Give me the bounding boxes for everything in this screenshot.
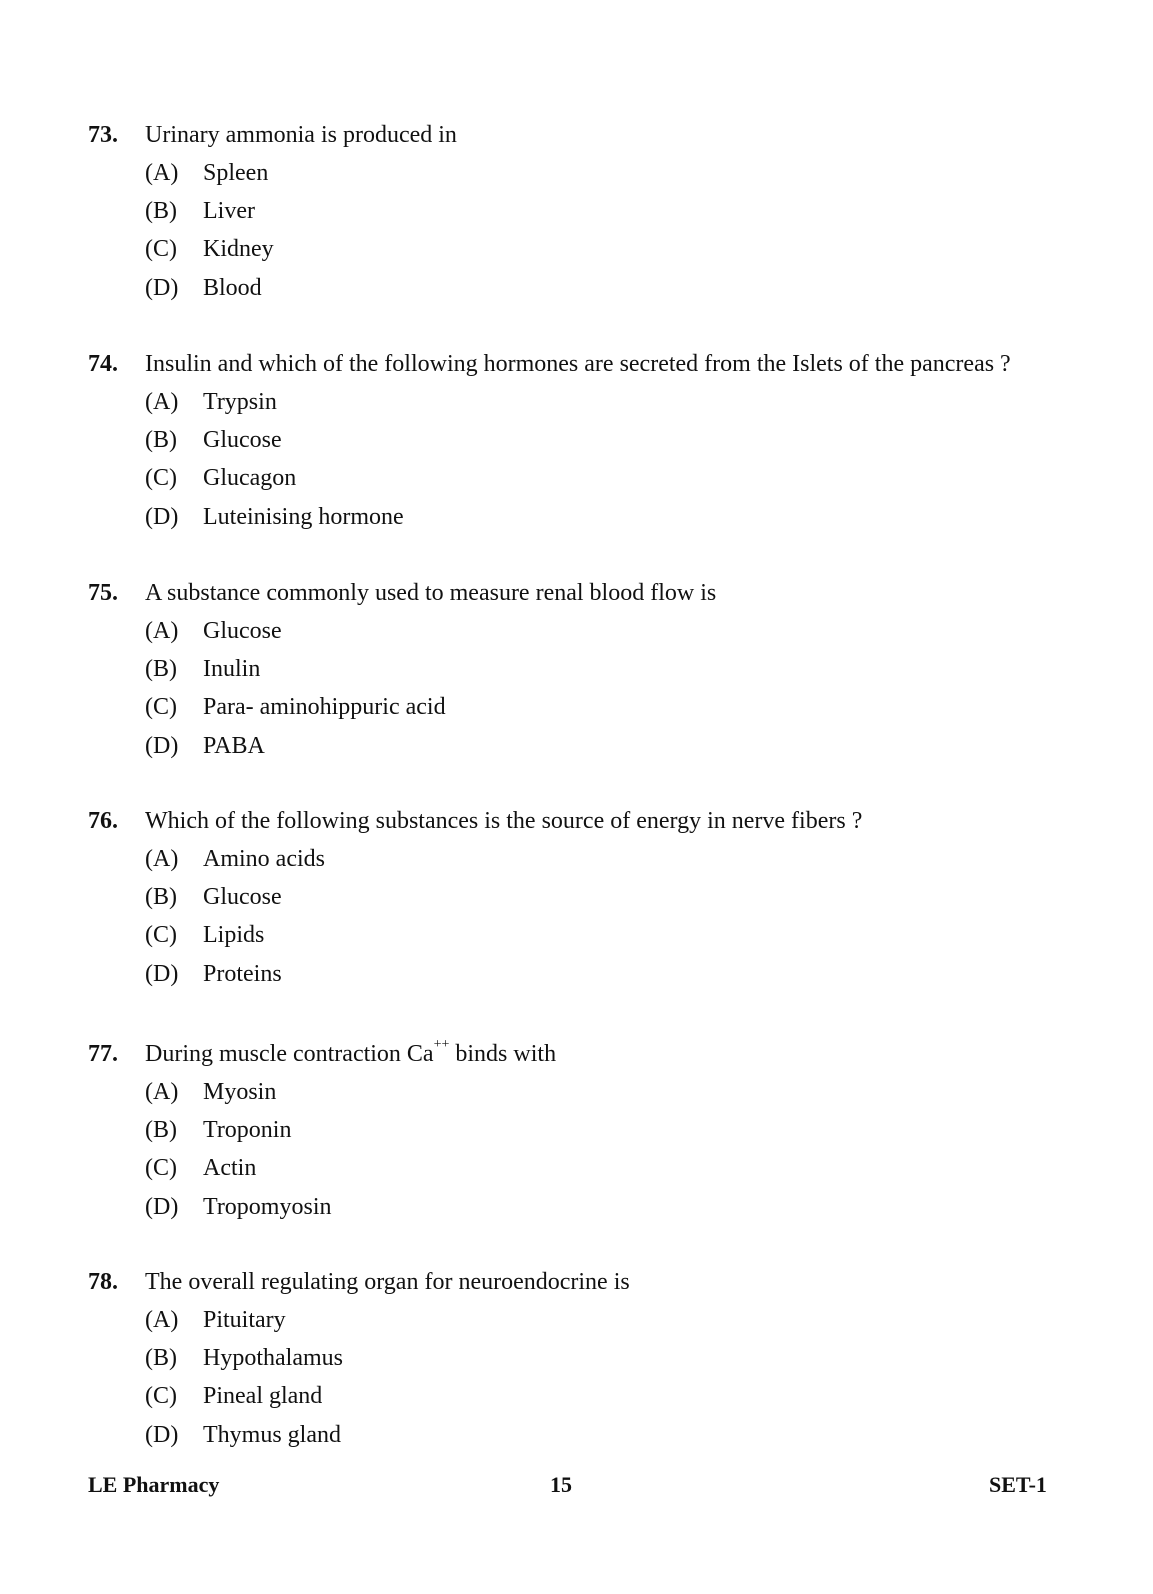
question-text: A substance commonly used to measure renal blood flow is [145,580,717,606]
option-letter: (A) [145,846,179,872]
question-78 [88,1263,1088,1454]
question-stem [88,1035,1088,1073]
option-text: Hypothalamus [203,1345,343,1372]
option-text: Inulin [203,656,261,683]
option-c [88,688,1088,726]
option-letter: (B) [145,198,177,225]
question-text: Which of the following substances is the source of energy in nerve fibers ? [145,808,863,834]
question-text: Urinary ammonia is produced in [145,122,457,148]
option-text: Actin [203,1155,257,1182]
option-letter: (D) [145,1193,179,1220]
question-stem [88,116,1088,154]
option-letter: (C) [145,694,177,721]
option-letter: (C) [145,1155,177,1182]
option-letter: (C) [145,922,177,949]
question-76 [88,802,1088,993]
question-stem [88,802,1088,840]
option-b [88,1111,1088,1149]
option-letter: (D) [145,960,179,987]
footer-exam-name: LE Pharmacy [88,1472,220,1497]
option-text: Para- aminohippuric acid [203,694,446,721]
question-text: The overall regulating organ for neuroendocrine is [145,1269,630,1295]
option-c [88,1377,1088,1415]
question-text-before: During muscle contraction Ca [145,1041,434,1067]
question-number: 77. [88,1041,118,1067]
footer-page-number: 15 [550,1472,572,1497]
option-letter: (C) [145,465,177,492]
option-letter: (A) [145,160,179,186]
option-letter: (C) [145,236,177,263]
option-d [88,727,1088,765]
option-d [88,1416,1088,1454]
option-text: Tropomyosin [203,1193,332,1220]
option-a [88,1073,1088,1111]
option-b [88,1339,1088,1377]
question-number: 73. [88,122,118,148]
option-letter: (A) [145,1307,179,1333]
footer-set-label: SET-1 [989,1472,1047,1497]
question-75 [88,574,1088,765]
question-stem [88,1263,1088,1301]
option-text: PABA [203,732,265,759]
option-c [88,1149,1088,1187]
option-text: Pineal gland [203,1383,323,1410]
option-text: Spleen [203,160,269,186]
option-text: Kidney [203,236,274,263]
option-text: Lipids [203,922,265,949]
option-letter: (D) [145,1421,179,1448]
question-text [145,1035,556,1073]
option-text: Glucagon [203,465,297,492]
option-text: Proteins [203,960,282,987]
option-letter: (B) [145,427,177,454]
option-letter: (D) [145,274,179,301]
question-stem [88,574,1088,612]
option-b [88,878,1088,916]
option-letter: (A) [145,1079,179,1105]
option-a [88,612,1088,650]
calcium-charge-superscript: ++ [433,1037,450,1052]
option-c [88,916,1088,954]
option-a [88,1301,1088,1339]
question-text-after: binds with [449,1041,557,1067]
question-stem [88,345,1088,383]
option-a [88,154,1088,192]
option-text: Amino acids [203,846,325,872]
option-text: Trypsin [203,389,277,415]
option-a [88,840,1088,878]
option-text: Blood [203,274,262,301]
option-letter: (A) [145,618,179,644]
question-77 [88,1035,1088,1226]
option-letter: (B) [145,1117,177,1144]
question-number: 75. [88,580,118,606]
option-text: Luteinising hormone [203,503,404,530]
option-b [88,421,1088,459]
option-letter: (B) [145,1345,177,1372]
option-d [88,1188,1088,1226]
option-c [88,459,1088,497]
option-text: Troponin [203,1117,292,1144]
question-text: Insulin and which of the following hormones are secreted from the Islets of the pancreas ? [145,351,1011,377]
option-text: Liver [203,198,255,225]
option-text: Glucose [203,884,282,911]
option-text: Pituitary [203,1307,286,1333]
option-letter: (B) [145,884,177,911]
option-letter: (D) [145,503,179,530]
option-letter: (C) [145,1383,177,1410]
option-d [88,955,1088,993]
option-b [88,650,1088,688]
option-text: Glucose [203,427,282,454]
option-letter: (D) [145,732,179,759]
option-b [88,192,1088,230]
option-text: Myosin [203,1079,277,1105]
option-d [88,269,1088,307]
option-letter: (B) [145,656,177,683]
question-number: 74. [88,351,118,377]
option-letter: (A) [145,389,179,415]
question-number: 76. [88,808,118,834]
question-73 [88,116,1088,307]
option-text: Glucose [203,618,282,644]
option-c [88,230,1088,268]
option-d [88,498,1088,536]
option-a [88,383,1088,421]
question-number: 78. [88,1269,118,1295]
question-74 [88,345,1088,536]
option-text: Thymus gland [203,1421,341,1448]
